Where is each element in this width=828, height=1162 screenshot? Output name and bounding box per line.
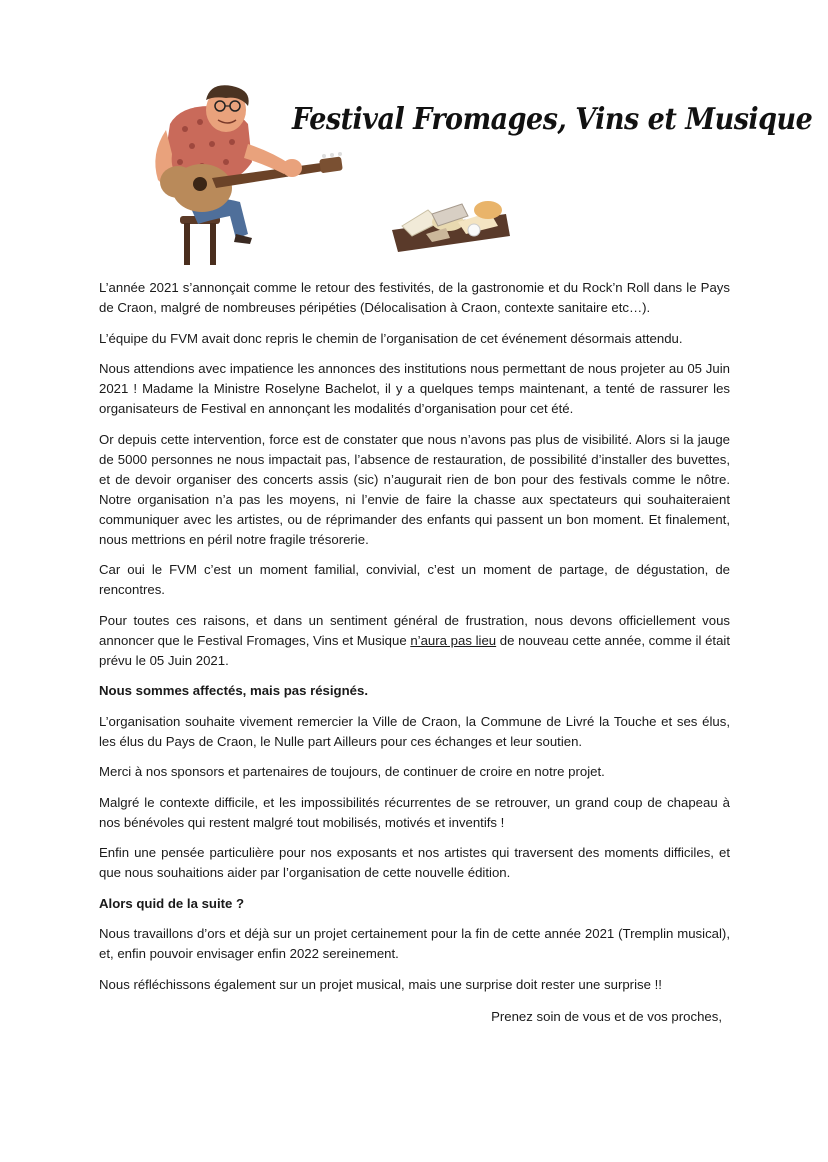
cancellation-text-before: Pour toutes ces raisons, et dans un sentiment général de frustration, nous devons officiellement vous annoncer que le Festival Fromages, Vins et Musique [99, 612, 730, 648]
paragraph: L’organisation souhaite vivement remercier la Ville de Craon, la Commune de Livré la Touche et ses élus, les élus du Pays de Craon, le Nulle part Ailleurs pour ces échanges et leur soutien. [99, 713, 730, 749]
festival-title: Festival Fromages, Vins et Musique [292, 102, 813, 137]
letter-body [99, 278, 730, 1037]
paragraph: L’année 2021 s’annonçait comme le retour des festivités, de la gastronomie et du Rock’n Roll dans le Pays de Craon, malgré de nombreuses péripéties (Délocalisation à Craon, contexte sanitaire etc…). [99, 280, 730, 315]
cancellation-underlined: n’aura pas lieu [410, 632, 497, 648]
paragraph: L’équipe du FVM avait donc repris le chemin de l’organisation de cet événement désormais attendu. [99, 330, 683, 346]
paragraph: Or depuis cette intervention, force est de constater que nous n’avons pas plus de visibilité. Alors si la jauge de 5000 personnes ne nous impactait pas, l’absence de restauration, de possibilité d’installer des buvettes, et de devoir organiser des concerts assis (sic) n’augurait rien de bon pour des festivals comme le nôtre. Notre organisation n’a pas les moyens, ni l’envie de faire la chasse aux spectateurs qui souhaiteraient communiquer avec les artistes, ou de réprimander des enfants qui passent un bon moment. Et finalement, nous mettrions en péril notre fragile trésorerie. [99, 431, 730, 547]
closing-line: Prenez soin de vous et de vos proches, [491, 1008, 722, 1024]
paragraph: Nous attendions avec impatience les annonces des institutions nous permettant de nous projeter au 05 Juin 2021 ! Madame la Ministre Roselyne Bachelot, il y a quelques temps maintenant, a tenté de rassurer les organisateurs de Festival en annonçant les modalités d’organisation pour cet été. [99, 361, 730, 416]
paragraph: Nous travaillons d’ors et déjà sur un projet certainement pour la fin de cette année 2021 (Tremplin musical), et, enfin pouvoir envisager enfin 2022 sereinement. [99, 926, 730, 961]
section-heading: Nous sommes affectés, mais pas résignés. [99, 683, 368, 698]
cheese-board-illustration [388, 196, 512, 254]
cancellation-text-after: de nouveau cette année, comme il était prévu le 05 Juin 2021. [99, 632, 731, 668]
paragraph: Enfin une pensée particulière pour nos exposants et nos artistes qui traversent des moments difficiles, et que nous souhaitions aider par l’organisation de cette nouvelle édition. [99, 845, 730, 880]
section-heading: Alors quid de la suite ? [99, 895, 245, 911]
paragraph-cancellation [99, 611, 730, 671]
paragraph: Nous réfléchissons également sur un projet musical, mais une surprise doit rester une surprise !! [99, 976, 662, 992]
paragraph: Car oui le FVM c’est un moment familial, convivial, c’est un moment de partage, de dégustation, de rencontres. [99, 562, 730, 597]
paragraph: Merci à nos sponsors et partenaires de toujours, de continuer de croire en notre projet. [99, 764, 605, 779]
paragraph: Malgré le contexte difficile, et les impossibilités récurrentes de se retrouver, un grand coup de chapeau à nos bénévoles qui restent malgré tout mobilisés, motivés et inventifs ! [99, 794, 730, 830]
